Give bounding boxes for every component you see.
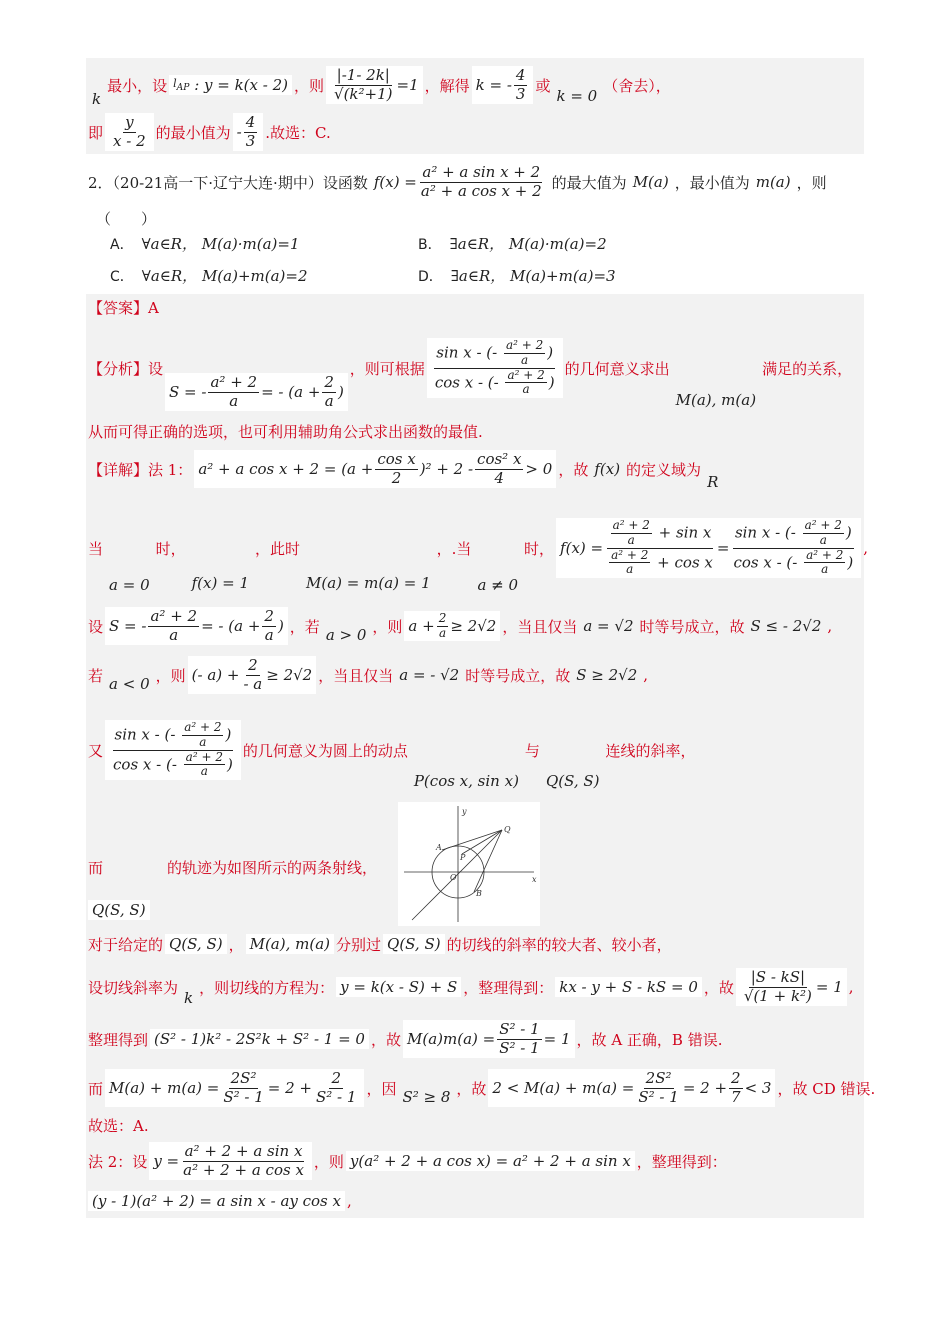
text: 故选：A. [88,1116,149,1135]
option-c-label: C． [110,268,134,285]
math-P-point: P(cos x, sin x) [413,772,519,790]
text: 与 [524,741,540,760]
choose-line [88,1114,864,1136]
text: ，.当 [436,539,472,558]
figure-label-a: A [436,843,442,852]
math-Q-track: Q(S, S) [88,900,150,920]
option-a-label: A． [110,236,134,253]
math-f-def: f(x) = $\frac{\text{a² + a sin x + 2}}{\text{a² + a cos x + 2}}$ [373,163,542,200]
math-R: R [707,473,719,491]
text: ，则 [796,173,827,192]
text: ，故 A 正确，B 错误. [576,1030,723,1049]
figure-label-q: Q [504,825,511,834]
text: ，故 [456,1079,487,1098]
analysis-line [88,318,864,418]
comma: , [848,978,854,996]
text: 的最小值为 [155,123,231,142]
line-1 [88,62,864,108]
math-a-zero: a = 0 [109,576,150,594]
math-S-le: S ≤ - 2√2 [750,617,822,635]
option-b-text: ∃a∈R， M(a)·m(a)=2 [449,235,607,253]
text: 又 [88,741,104,760]
when-line [88,496,869,600]
math-k-slope: k [184,989,194,1007]
figure-label-p: P [460,853,466,862]
option-a-text: ∀a∈R， M(a)·m(a)=1 [141,235,300,253]
option-b-label: B． [418,236,442,253]
math-k-value: k = - $\frac{4}{3}$ [472,66,534,104]
line-2 [88,110,864,154]
math-tangent-eq: y = k(x - S) + S [336,977,461,997]
math-tangent-general: kx - y + S - kS = 0 [555,977,702,997]
given-line [88,930,864,958]
option-d-label: D． [418,268,443,285]
text: 设切线斜率为 [88,978,179,997]
math-distance: $\frac{|-1- 2k|}{\text{√(k²+1)}}$ =1 [326,66,423,104]
math-a-nonzero: a ≠ 0 [477,576,519,594]
math-Ma-ma: M(a), m(a) [675,391,757,409]
math-S-def: S = - $\frac{\text{a² + 2}}{a}$ = - (a + $\frac{2}{a}$ ) [165,373,348,411]
math-S2-ge8: S² ≥ 8 [402,1088,451,1106]
text: 时， [155,539,186,558]
option-d-text: ∃a∈R， M(a)+m(a)=3 [450,267,616,285]
text: 的最大值为 [551,173,627,192]
math-amgm-neg: (- a) + $\frac{2}{- a}$ ≥ 2√2 [188,656,317,694]
set-line [88,602,864,650]
figure-label-b: B [476,889,482,898]
math-k: k [92,90,102,108]
math-slope-expr: sin x - (- $\frac{\text{a² + 2}}{a}$ ) cos x - (- $\frac{\text{a² + 2}}{a}$ ) [427,338,563,398]
text: 的定义域为 [626,460,702,479]
option-c-text: ∀a∈R， M(a)+m(a)=2 [141,267,308,285]
math-k-zero: k = 0 [556,87,598,105]
option-a[interactable] [110,232,304,255]
math-M-eq-m: M(a) = m(a) = 1 [306,574,431,592]
text: ，故 CD 错误. [777,1079,876,1098]
text: ，则可根据 [349,359,425,378]
math-line-lap: $l_{AP}$ : y = k(x - 2) [169,75,292,95]
math-y-rearranged: (y - 1)(a² + 2) = a sin x - ay cos x [88,1191,345,1211]
and-line-math [88,898,288,922]
math-a-neg-sqrt2: a = - √2 [399,666,460,684]
text: ，当且仅当 [502,617,578,636]
math-denominator: a² + a cos x + 2 = (a + $\frac{\text{cos x}}{2}$ )² + 2 - $\frac{\text{cos² x}}{4}$ > 0 [194,450,556,488]
figure-label-y: y [462,807,467,816]
text: 或 [535,76,551,95]
math-quadratic: (S² - 1)k² - 2S²k + S² - 1 = 0 [150,1029,369,1049]
math-amgm-pos: a + $\frac{2}{a}$ ≥ 2√2 [404,611,500,642]
math-f-rewrite: f(x) = $\frac{\text{a² + 2}}{a}$ + sin x $\frac{\text{a² + 2}}{a}$ + cos x = sin x - (- $\frac{\text{a² + 2}}{a}$ ) cos x - (- $\frac{\text{a² + 2}}{a}$ ) [556,518,861,578]
math-Q-point: Q(S, S) [545,772,600,790]
option-d[interactable] [418,264,620,287]
text: ，最小值为 [674,173,750,192]
text: ，因 [366,1079,397,1098]
math-sum: M(a) + m(a) = $\frac{\text{2S²}}{\text{S² - 1}}$ = 2 + $\frac{2}{\text{S² - 1}}$ [105,1069,364,1107]
text: ，此时 [255,539,301,558]
tangent-line [88,962,864,1012]
text: 而 [88,858,104,877]
text: ，解得 [424,76,470,95]
math-fx-one: f(x) = 1 [191,574,249,592]
answer-tag: 【答案】A [88,298,159,317]
math-Q-given: Q(S, S) [165,934,227,954]
math-a-sqrt2: a = √2 [583,617,634,635]
text: ，则 [155,666,186,685]
math-y-def: y = $\frac{\text{a² + 2 + a sin x}}{\text{a² + 2 + a cos x}}$ [149,1142,312,1180]
text: 【分析】设 [88,359,164,378]
text: 而 [88,1079,104,1098]
method2-line [88,1138,864,1184]
and-line [88,855,388,879]
option-c[interactable] [110,264,312,287]
text: ，整理得到： [636,1152,727,1171]
text: ，若 [289,617,320,636]
text: 最小，设 [107,76,168,95]
text: 即 [88,123,104,142]
text: 的几何意义为圆上的动点 [242,741,408,760]
text: ，则切线的方程为： [199,978,335,997]
detail-line-1 [88,444,864,494]
math-a-neg: a < 0 [109,675,150,693]
comma: , [863,539,869,557]
text: ，故 [370,1030,401,1049]
text: ，则 [294,76,325,95]
figure-label-x: x [532,875,537,884]
text: ，当且仅当 [318,666,394,685]
analysis-line-2 [88,420,864,442]
text: ，则 [372,617,403,636]
text: 时， [524,539,555,558]
math-S-ge: S ≥ 2√2 [576,666,638,684]
text: ，整理得到： [463,978,554,997]
text: 从而可得正确的选项，也可利用辅助角公式求出函数的最值. [88,422,483,441]
text: （舍去）， [603,76,671,95]
text: .故选：C. [265,123,331,142]
text: 分别过 [336,935,382,954]
text: 的轨迹为如图所示的两条射线， [167,858,378,877]
text: 满足的关系， [762,359,853,378]
circle-tangent-figure [398,802,540,926]
figure-label-o: O [450,873,457,882]
comma: ， [228,935,244,954]
text: 当 [88,539,104,558]
math-S-def-2: S = - $\frac{\text{a² + 2}}{a}$ = - (a + $\frac{2}{a}$ ) [105,607,288,645]
question-source: 2．（20-21高一下·辽宁大连·期中）设函数 [88,173,368,192]
math-y-mult: y(a² + 2 + a cos x) = a² + 2 + a sin x [346,1151,635,1171]
question-2-paren [96,206,864,230]
math-ratio: $\frac{y}{x - 2}$ [105,113,154,151]
text: 【详解】法 1： [88,460,193,479]
text: 时等号成立，故 [639,617,745,636]
math-product: M(a)m(a) = $\frac{\text{S² - 1}}{\text{S² - 1}}$ = 1 [403,1020,575,1058]
arrange-line [88,1016,864,1062]
text: 对于给定的 [88,935,164,954]
math-Ma: M(a) [632,173,669,191]
comma: , [643,666,649,684]
text: 的几何意义求出 [564,359,670,378]
figure-svg [398,802,540,926]
text: ，故 [558,460,589,479]
text: （ ） [96,209,157,228]
math-tangent-dist: $\frac{|S - kS|}{\text{√(1 + k²)}}$ = 1 [736,968,847,1006]
text: 的切线的斜率的较大者、较小者， [446,935,672,954]
text: ，故 [703,978,734,997]
if-line [88,652,864,698]
comma: , [346,1192,352,1210]
math-slope-expr-2: sin x - (- $\frac{\text{a² + 2}}{a}$ ) cos x - (- $\frac{\text{a² + 2}}{a}$ ) [105,720,241,780]
math-a-pos: a > 0 [325,626,367,644]
sum-line [88,1064,876,1112]
method2-line-2 [88,1188,864,1214]
math-sum-range: 2 < M(a) + m(a) = $\frac{\text{2S²}}{\text{S² - 1}}$ = 2 + $\frac{2}{7}$ < 3 [488,1069,775,1107]
text: 整理得到 [88,1030,149,1049]
question-2-stem [88,160,864,204]
math-min: - $\frac{4}{3}$ [233,113,264,151]
comma: , [827,617,833,635]
math-Ma-ma-2: M(a), m(a) [246,934,334,954]
text: 设 [88,617,104,636]
text: 时等号成立，故 [465,666,571,685]
answer-line [88,296,864,318]
again-line [88,700,864,800]
math-ma: m(a) [755,173,791,191]
math-fx: f(x) [594,460,621,478]
text: 连线的斜率， [605,741,696,760]
text: 若 [88,666,104,685]
math-Q-tangent: Q(S, S) [383,934,445,954]
text: 法 2：设 [88,1152,148,1171]
option-b[interactable] [418,232,611,255]
text: ，则 [313,1152,344,1171]
